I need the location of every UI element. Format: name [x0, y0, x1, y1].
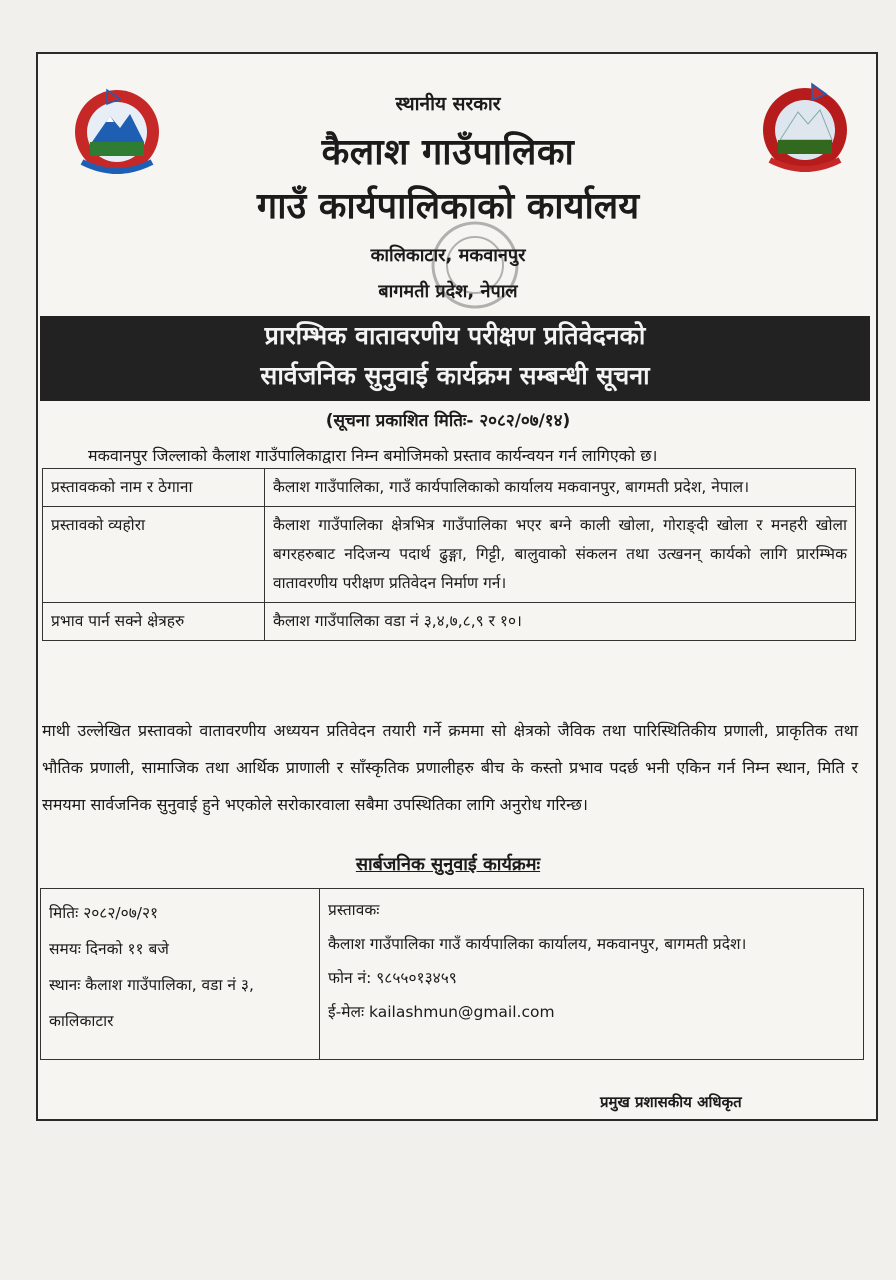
hearing-heading: सार्बजनिक सुनुवाई कार्यक्रमः: [355, 854, 541, 875]
table-label: प्रस्तावको व्यहोरा: [43, 507, 265, 603]
notice-title-line-1: प्रारम्भिक वातावरणीय परीक्षण प्रतिवेदनको: [264, 321, 646, 350]
intro-text: मकवानपुर जिल्लाको कैलाश गाउँपालिकाद्वारा निम्न बमोजिमको प्रस्ताव कार्यन्वयन गर्न लागिएको छ।: [88, 446, 658, 465]
municipality-name: कैलाश गाउँपालिका: [321, 132, 575, 173]
table-value: कैलाश गाउँपालिका, गाउँ कार्यपालिकाको कार्यालय मकवानपुर, बागमती प्रदेश, नेपाल।: [265, 469, 856, 507]
table-label: प्रस्तावकको नाम र ठेगाना: [43, 469, 265, 507]
table-value: कैलाश गाउँपालिका वडा नं ३,४,७,८,९ र १०।: [265, 603, 856, 641]
proponent-label: प्रस्तावकः: [328, 901, 380, 919]
hearing-date: मितिः २०८२/०७/२१: [49, 904, 159, 922]
hearing-time: समयः दिनको ११ बजे: [49, 940, 169, 958]
table-row: [43, 603, 856, 641]
address-line-1: कालिकाटार, मकवानपुर: [370, 245, 526, 266]
table-label: प्रभाव पार्न सक्ने क्षेत्रहरु: [43, 603, 265, 641]
government-heading: स्थानीय सरकार: [395, 93, 501, 115]
office-name: गाउँ कार्यपालिकाको कार्यालय: [256, 186, 640, 227]
table-row: [43, 507, 856, 603]
table-value: कैलाश गाउँपालिका क्षेत्रभित्र गाउँपालिका भएर बग्ने काली खोला, गोराङ्दी खोला र मनहरी खोला बगरहरुबाट नदिजन्य पदार्थ ढुङ्गा, गिट्टी, बालुवाको संकलन तथा उत्खनन् कार्यको लागि प्रारम्भिक वातावरणीय परीक्षण प्रतिवेदन निर्माण गर्न।: [265, 507, 856, 603]
proponent-phone: फोन नं: ९८५५०१३४५९: [328, 969, 457, 987]
proposal-info-table: [42, 468, 856, 641]
proponent-email: ई-मेलः kailashmun@gmail.com: [328, 1003, 555, 1021]
proponent-address: कैलाश गाउँपालिका गाउँ कार्यपालिका कार्यालय, मकवानपुर, बागमती प्रदेश।: [328, 935, 747, 953]
body-paragraph: माथी उल्लेखित प्रस्तावको वातावरणीय अध्ययन प्रतिवेदन तयारी गर्ने क्रममा सो क्षेत्रको जैविक तथा पारिस्थितिकीय प्रणाली, प्राकृतिक तथा भौतिक प्रणाली, सामाजिक तथा आर्थिक प्राणाली र साँस्कृतिक प्रणालीहरु बीच के कस्तो प्रभाव पदर्छ भनी एकिन गर्न निम्न स्थान, मिति र समयमा सार्वजनिक सुनुवाई हुने भएकोले सरोकारवाला सबैमा उपस्थितिका लागि अनुरोध गरिन्छ।: [42, 721, 858, 814]
publication-date: (सूचना प्रकाशित मितिः- २०८२/०७/१४): [325, 411, 571, 431]
address-line-2: बागमती प्रदेश, नेपाल: [378, 281, 518, 302]
hearing-when-where: [41, 889, 320, 1059]
signatory-title: प्रमुख प्रशासकीय अधिकृत: [600, 1093, 742, 1111]
notice-title-line-2: सार्वजनिक सुनुवाई कार्यक्रम सम्बन्धी सूचना: [260, 361, 650, 390]
table-row: [43, 469, 856, 507]
hearing-details-box: [40, 888, 864, 1060]
notice-title-banner: [40, 316, 870, 401]
hearing-proponent: [320, 889, 863, 1059]
hearing-place: स्थानः कैलाश गाउँपालिका, वडा नं ३, कालिकाटार: [49, 976, 254, 1030]
